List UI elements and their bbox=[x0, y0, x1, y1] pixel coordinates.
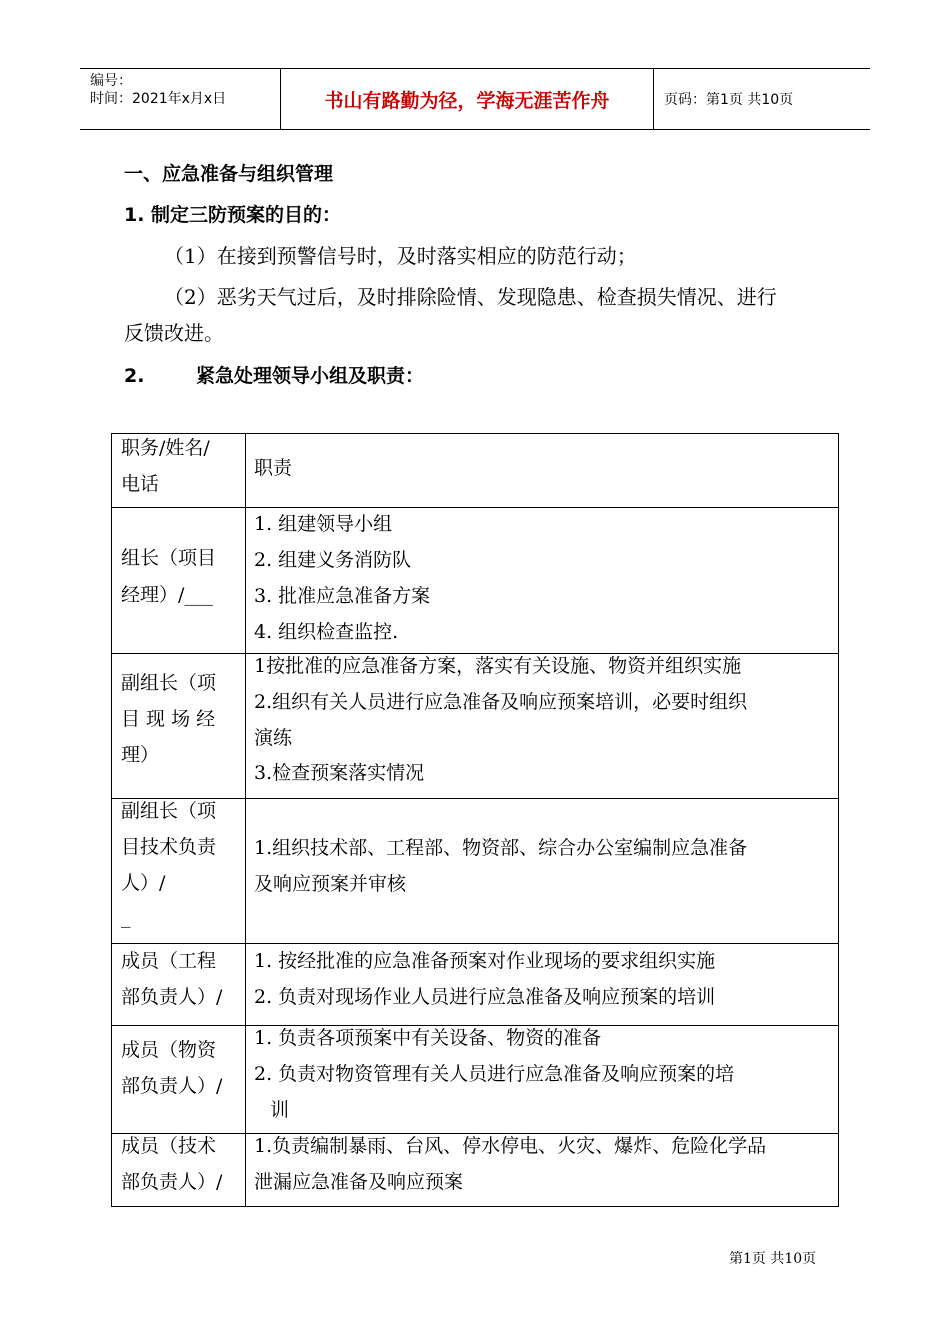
role-cell bbox=[112, 508, 246, 653]
item1-title: 1. 制定三防预案的目的： bbox=[124, 204, 342, 226]
duty-line: 及响应预案并审核 bbox=[254, 873, 407, 895]
duty-line: 1.组织技术部、工程部、物资部、综合办公室编制应急准备 bbox=[254, 837, 748, 859]
role-cell bbox=[112, 944, 246, 1025]
item1-paragraph-2-cont: 反馈改进。 bbox=[124, 321, 224, 345]
role-cell bbox=[112, 654, 246, 798]
role-line: _ bbox=[121, 906, 131, 928]
page-header bbox=[80, 68, 870, 130]
duty-line: 1. 组建领导小组 bbox=[254, 513, 393, 535]
header-motto: 书山有路勤为径，学海无涯苦作舟 bbox=[324, 89, 610, 112]
role-line: 成员（物资 bbox=[121, 1039, 217, 1061]
header-meta bbox=[80, 69, 281, 129]
section-title: 一、应急准备与组织管理 bbox=[124, 163, 334, 185]
role-header-cell bbox=[112, 434, 246, 507]
duty-line: 1. 按经批准的应急准备预案对作业现场的要求组织实施 bbox=[254, 950, 716, 972]
role-cell bbox=[112, 1134, 246, 1206]
item1-paragraph-1: （1）在接到预警信号时，及时落实相应的防范行动； bbox=[164, 244, 637, 268]
role-line: 部负责人）/ bbox=[121, 1075, 223, 1097]
duty-cell bbox=[246, 1026, 838, 1133]
duty-cell bbox=[246, 508, 838, 653]
table-row bbox=[112, 1026, 838, 1134]
role-line: 人）/ bbox=[121, 872, 166, 894]
duty-line: 2. 组建义务消防队 bbox=[254, 549, 412, 571]
role-line: 部负责人）/ bbox=[121, 1171, 223, 1193]
duty-cell bbox=[246, 799, 838, 943]
role-line: 经理）/___ bbox=[121, 584, 213, 606]
duty-line: 演练 bbox=[254, 727, 293, 749]
doc-date-label: 时间：2021年x月x日 bbox=[90, 91, 227, 107]
table-row bbox=[112, 654, 838, 799]
duty-line: 2.组织有关人员进行应急准备及响应预案培训，必要时组织 bbox=[254, 691, 748, 713]
role-line: 部负责人）/ bbox=[121, 986, 223, 1008]
role-cell bbox=[112, 1026, 246, 1133]
role-line: 目 现 场 经 bbox=[121, 708, 216, 730]
table-row bbox=[112, 508, 838, 654]
table-row bbox=[112, 799, 838, 944]
duty-line: 训 bbox=[270, 1099, 290, 1121]
duty-line: 3. 批准应急准备方案 bbox=[254, 585, 431, 607]
page-footer: 第1页 共10页 bbox=[729, 1251, 817, 1267]
table-row bbox=[112, 1134, 838, 1206]
duty-line: 2. 负责对物资管理有关人员进行应急准备及响应预案的培 bbox=[254, 1063, 735, 1085]
role-cell bbox=[112, 799, 246, 943]
role-header-line: 电话 bbox=[121, 473, 160, 495]
header-page-number: 页码：第1页 共10页 bbox=[664, 92, 794, 108]
role-line: 副组长（项 bbox=[121, 672, 217, 694]
role-line: 组长（项目 bbox=[121, 547, 217, 569]
doc-number-label: 编号： bbox=[90, 73, 132, 89]
role-line: 目技术负责 bbox=[121, 836, 217, 858]
duty-cell bbox=[246, 944, 838, 1025]
duty-line: 4. 组织检查监控. bbox=[254, 621, 399, 643]
duty-line: 2. 负责对现场作业人员进行应急准备及响应预案的培训 bbox=[254, 986, 716, 1008]
duty-cell bbox=[246, 654, 838, 798]
duty-header: 职责 bbox=[254, 457, 293, 479]
item1-paragraph-2: （2）恶劣天气过后，及时排除险情、发现隐患、检查损失情况、进行 bbox=[164, 285, 777, 309]
role-line: 成员（技术 bbox=[121, 1135, 217, 1157]
duty-line: 1. 负责各项预案中有关设备、物资的准备 bbox=[254, 1027, 602, 1049]
item2-number: 2. bbox=[124, 365, 145, 387]
duty-line: 1按批准的应急准备方案，落实有关设施、物资并组织实施 bbox=[254, 655, 742, 677]
duty-line: 1.负责编制暴雨、台风、停水停电、火灾、爆炸、危险化学品 bbox=[254, 1135, 767, 1157]
role-line: 副组长（项 bbox=[121, 800, 217, 822]
item2-title: 紧急处理领导小组及职责： bbox=[196, 365, 425, 387]
duty-cell bbox=[246, 1134, 838, 1206]
duty-line: 泄漏应急准备及响应预案 bbox=[254, 1171, 464, 1193]
responsibility-table bbox=[111, 433, 839, 1207]
duty-header-cell bbox=[246, 434, 838, 507]
role-line: 理） bbox=[121, 744, 160, 766]
role-header-line: 职务/姓名/ bbox=[121, 437, 210, 459]
header-motto-cell bbox=[281, 69, 654, 129]
role-line: 成员（工程 bbox=[121, 950, 217, 972]
table-header-row bbox=[112, 434, 838, 508]
table-row bbox=[112, 944, 838, 1026]
duty-line: 3.检查预案落实情况 bbox=[254, 762, 425, 784]
